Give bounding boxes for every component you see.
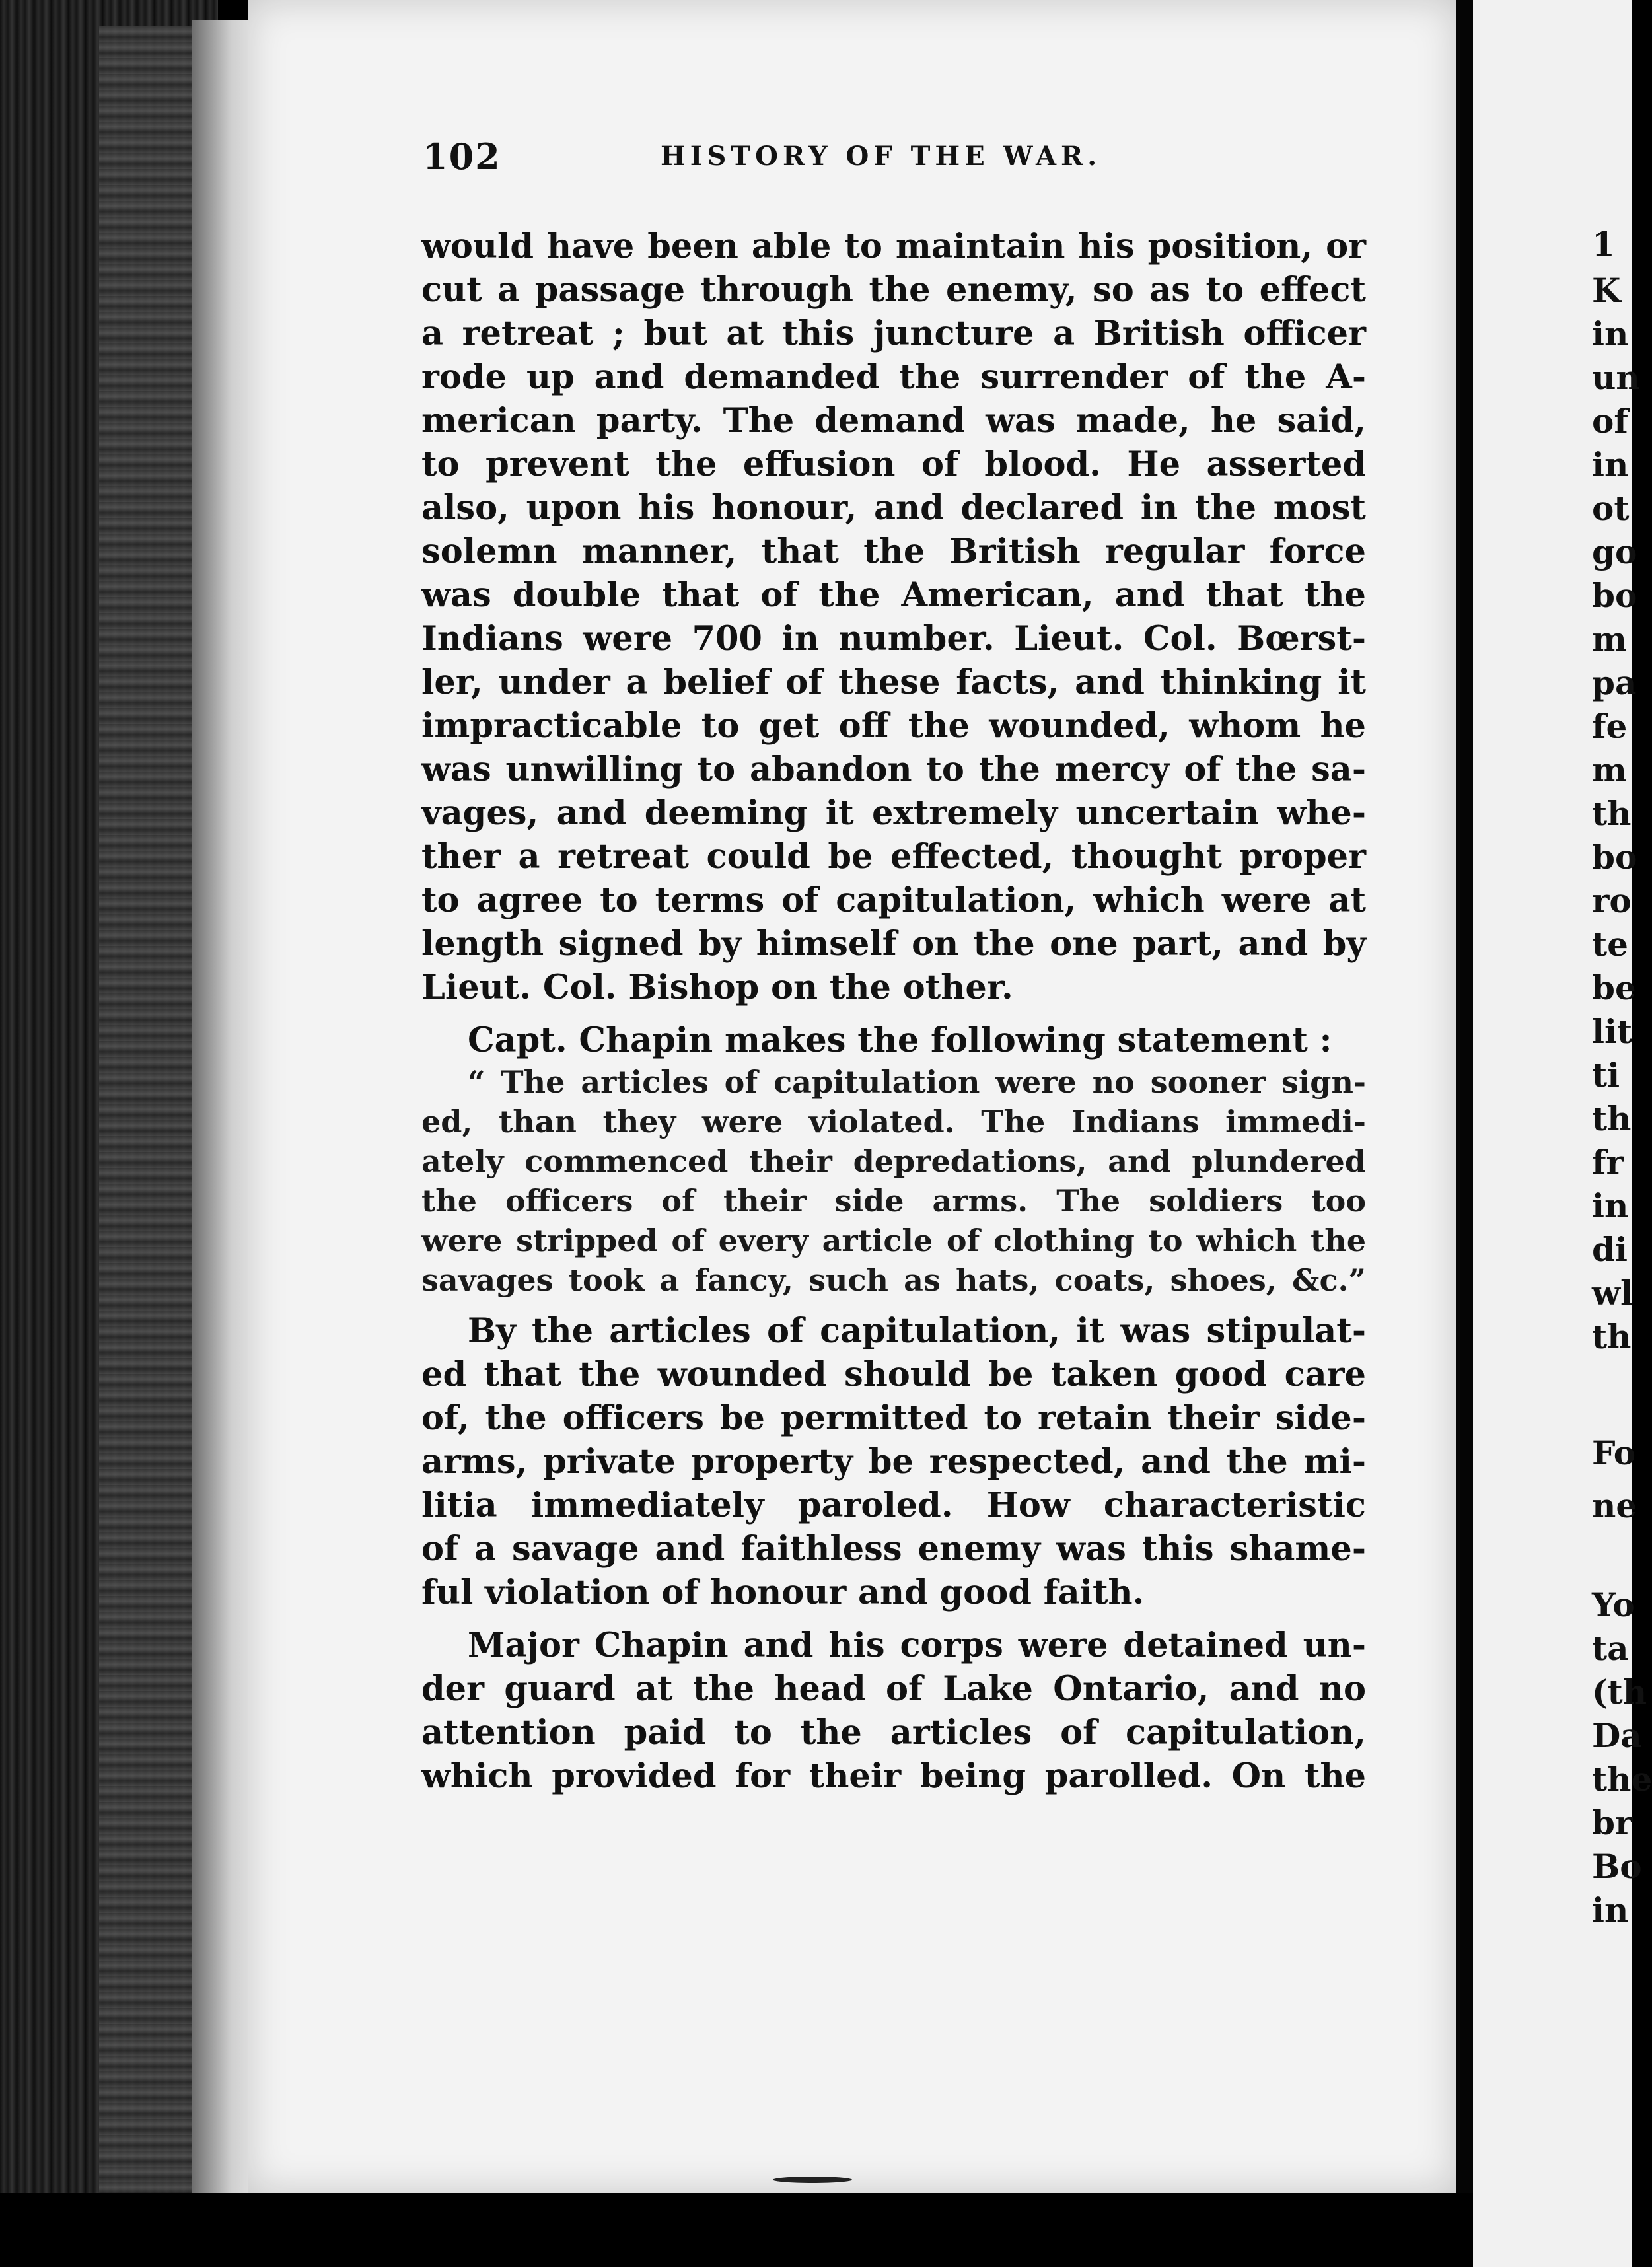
binding-texture (99, 26, 192, 2206)
facing-page-fragment: bo (1592, 576, 1637, 615)
facing-page-fragment: Yo (1592, 1585, 1635, 1624)
facing-page-fragment: ot (1592, 489, 1630, 528)
facing-page-fragment: bo (1592, 838, 1637, 877)
text-line: to prevent the effusion of blood. He asserted (421, 445, 1366, 484)
paragraph-3 (421, 1624, 1366, 1798)
text-line: impracticable to get off the wounded, whom he (421, 706, 1366, 746)
facing-page-fragment: Bo (1592, 1847, 1642, 1886)
text-line: would have been able to maintain his position, or (421, 227, 1366, 266)
facing-page-fragment: in (1592, 445, 1629, 484)
facing-page-fragment: ta (1592, 1629, 1629, 1668)
facing-page-fragment: (th (1592, 1673, 1647, 1711)
facing-page-fragment: lit (1592, 1012, 1633, 1051)
facing-page-fragment: ne (1592, 1486, 1637, 1525)
text-line: rode up and demanded the surrender of the A- (421, 357, 1366, 397)
facing-page-fragment: fr (1592, 1143, 1624, 1182)
facing-page-fragment: Da (1592, 1716, 1642, 1755)
facing-page-fragment: go (1592, 532, 1637, 571)
facing-page-fragment: 1 (1592, 225, 1615, 264)
text-line: length signed by himself on the one part, and by (421, 924, 1366, 964)
facing-page-fragment: br (1592, 1803, 1633, 1842)
running-title: HISTORY OF THE WAR. (661, 141, 1102, 172)
facing-page-fragment: fe (1592, 707, 1628, 746)
text-line: which provided for their being parolled. On the (421, 1756, 1366, 1796)
facing-page-fragment: Fo (1592, 1433, 1636, 1472)
text-line: solemn manner, that the British regular force (421, 532, 1366, 571)
scan-bottom-margin (0, 2193, 1473, 2267)
facing-page-fragment: K (1592, 271, 1621, 310)
text-line: der guard at the head of Lake Ontario, and no (421, 1669, 1366, 1709)
text-line: ed that the wounded should be taken good care (421, 1355, 1366, 1394)
facing-page-fragment: th (1592, 794, 1632, 833)
text-line: also, upon his honour, and declared in the most (421, 488, 1366, 528)
text-line: Major Chapin and his corps were detained un- (468, 1626, 1366, 1665)
scan-mark (773, 2177, 852, 2183)
quote-line: “ The articles of capitulation were no sooner sign- (468, 1064, 1366, 1100)
facing-page-fragment: in (1592, 1186, 1629, 1225)
paragraph-1 (421, 225, 1366, 1009)
facing-page-fragment: the (1592, 1760, 1652, 1799)
text-line: was unwilling to abandon to the mercy of the sa- (421, 750, 1366, 789)
facing-page-fragment: un (1592, 358, 1640, 397)
running-head (423, 135, 1163, 182)
text-line: litia immediately paroled. How characteristic (421, 1486, 1366, 1525)
facing-page-fragment: te (1592, 925, 1628, 964)
facing-page-fragment: m (1592, 620, 1627, 659)
text-line: of, the officers be permitted to retain their side- (421, 1398, 1366, 1438)
text-line: arms, private property be respected, and the mi- (421, 1442, 1366, 1482)
text-line: of a savage and faithless enemy was this shame- (421, 1529, 1366, 1569)
facing-page-fragment: di (1592, 1230, 1628, 1269)
text-line: ler, under a belief of these facts, and thinking it (421, 663, 1366, 702)
text-line: vages, and deeming it extremely uncertain whe- (421, 793, 1366, 833)
page-number: 102 (423, 135, 501, 178)
text-line: was double that of the American, and that the (421, 575, 1366, 615)
text-line: attention paid to the articles of capitulation, (421, 1713, 1366, 1752)
facing-page-fragment: wl (1592, 1274, 1634, 1313)
text-line: ther a retreat could be effected, thought proper (421, 837, 1366, 877)
quote-line: the officers of their side arms. The soldiers too (421, 1183, 1366, 1219)
statement-intro: Capt. Chapin makes the following statement : (468, 1021, 1332, 1060)
facing-page-fragment: of (1592, 402, 1628, 441)
facing-page-fragment: in (1592, 314, 1629, 353)
quoted-statement (421, 1062, 1366, 1300)
text-line: merican party. The demand was made, he said, (421, 401, 1366, 441)
quote-line: were stripped of every article of clothing to which the (421, 1223, 1366, 1258)
page-gutter (1456, 0, 1473, 2267)
quote-line: ed, than they were violated. The Indians immedi- (421, 1104, 1366, 1139)
facing-page-fragment: th (1592, 1099, 1632, 1138)
text-line: Lieut. Col. Bishop on the other. (421, 968, 1013, 1007)
facing-page-fragment: in (1592, 1890, 1629, 1929)
facing-page-fragment: be (1592, 968, 1636, 1007)
facing-page-fragment: m (1592, 750, 1627, 789)
text-line: to agree to terms of capitulation, which were at (421, 881, 1366, 920)
page-body (421, 225, 1366, 1798)
paragraph-2 (421, 1309, 1366, 1614)
facing-page-fragment: pa (1592, 663, 1637, 702)
quote-line: savages took a fancy, such as hats, coats, shoes, &c.” (421, 1262, 1366, 1298)
facing-page-fragment: th (1592, 1317, 1632, 1356)
text-line: Indians were 700 in number. Lieut. Col. Bœrst- (421, 619, 1366, 659)
text-line: cut a passage through the enemy, so as to effect (421, 270, 1366, 310)
text-line: By the articles of capitulation, it was stipulat- (468, 1311, 1366, 1351)
quote-line: ately commenced their depredations, and plundered (421, 1143, 1366, 1179)
facing-page-fragment: ti (1592, 1056, 1620, 1095)
text-line: ful violation of honour and good faith. (421, 1573, 1145, 1612)
facing-page-fragment: ro (1592, 881, 1632, 920)
text-line: a retreat ; but at this juncture a British officer (421, 314, 1366, 353)
